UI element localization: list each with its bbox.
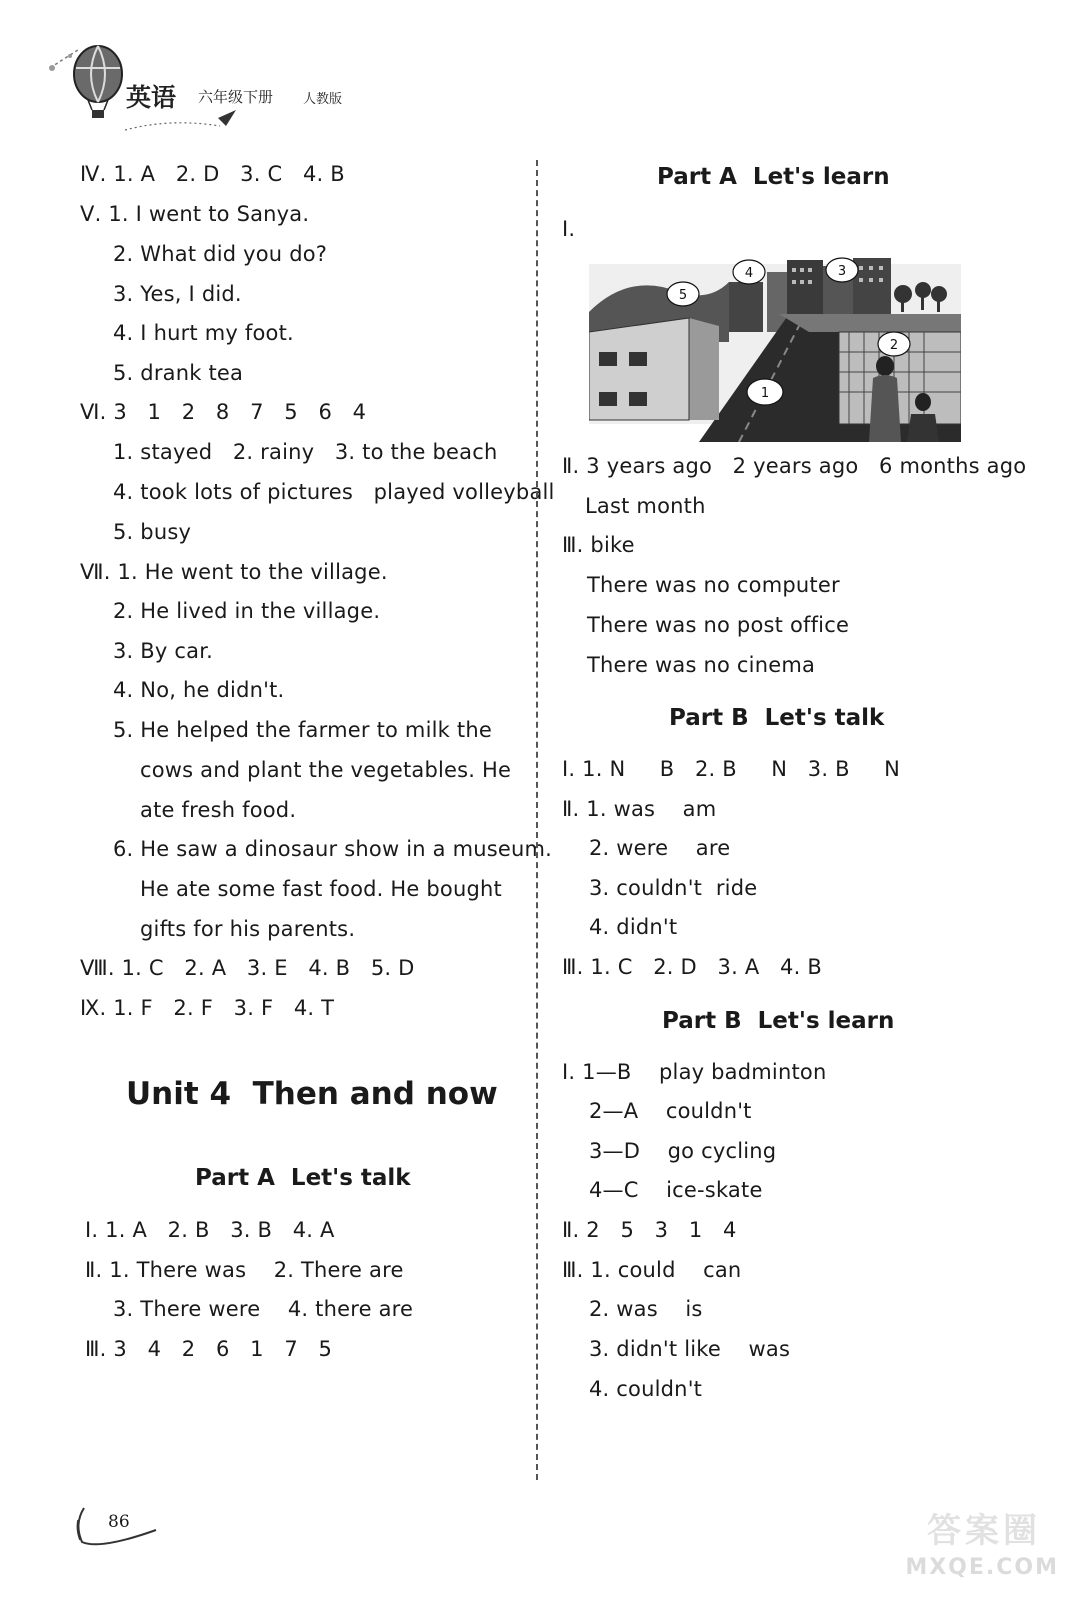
answer-line: 5. drank tea xyxy=(113,361,244,385)
answer-line: Ⅰ. xyxy=(562,217,576,241)
answer-line: Ⅵ. 3 1 2 8 7 5 6 4 xyxy=(80,400,367,424)
answer-line: 1. stayed 2. rainy 3. to the beach xyxy=(113,440,498,464)
page-number: 86 xyxy=(108,1512,130,1532)
answer-line: Last month xyxy=(585,494,706,518)
edition-label: 人教版 xyxy=(303,92,343,107)
watermark-bottom: MXQE.COM xyxy=(905,1555,1059,1580)
answer-line: gifts for his parents. xyxy=(140,917,356,941)
section-heading: Part A Let's talk xyxy=(195,1165,411,1191)
answer-line: There was no post office xyxy=(587,613,850,637)
illustration-label-4: 4 xyxy=(744,266,754,281)
answer-line: 2. was is xyxy=(589,1297,703,1321)
answer-line: 2—A couldn't xyxy=(589,1099,752,1123)
answer-line: Ⅴ. 1. I went to Sanya. xyxy=(80,202,310,226)
answer-line: Ⅰ. 1—B play badminton xyxy=(562,1060,827,1084)
unit-title: Unit 4 Then and now xyxy=(126,1076,498,1112)
answer-line: ate fresh food. xyxy=(140,798,297,822)
answer-line: Ⅰ. 1. A 2. B 3. B 4. A xyxy=(85,1218,335,1242)
answer-line: 2. were are xyxy=(589,836,731,860)
grade-label: 六年级下册 xyxy=(198,88,274,106)
answer-line: There was no computer xyxy=(587,573,840,597)
answer-line: 4. took lots of pictures played volleyball xyxy=(113,480,555,504)
answer-line: 3. didn't like was xyxy=(589,1337,791,1361)
illustration-label-2: 2 xyxy=(889,338,899,353)
answer-line: Ⅰ. 1. N B 2. B N 3. B N xyxy=(562,757,901,781)
section-heading: Part A Let's learn xyxy=(657,164,890,190)
answer-line: 3. Yes, I did. xyxy=(113,282,242,306)
answer-line: Ⅱ. 1. There was 2. There are xyxy=(85,1258,404,1282)
subject-title: 英语 xyxy=(126,83,177,112)
answer-line: 5. He helped the farmer to milk the xyxy=(113,718,492,742)
section-heading: Part B Let's learn xyxy=(662,1008,895,1034)
illustration-label-3: 3 xyxy=(837,264,847,279)
page-header xyxy=(40,38,380,138)
watermark-top: 答案圈 xyxy=(927,1511,1041,1551)
answer-line: Ⅷ. 1. C 2. A 3. E 4. B 5. D xyxy=(80,956,415,980)
answer-line: He ate some fast food. He bought xyxy=(140,877,502,901)
answer-line: 5. busy xyxy=(113,520,192,544)
answer-line: Ⅲ. 1. could can xyxy=(562,1258,742,1282)
answer-line: 4. No, he didn't. xyxy=(113,678,285,702)
answer-line: Ⅱ. 1. was am xyxy=(562,797,717,821)
section-heading: Part B Let's talk xyxy=(669,705,885,731)
answer-line: 3. couldn't ride xyxy=(589,876,758,900)
answer-line: Ⅲ. bike xyxy=(562,533,635,557)
column-divider xyxy=(536,160,538,1480)
answer-line: 3. By car. xyxy=(113,639,214,663)
town-illustration xyxy=(589,252,961,442)
illustration-label-1: 1 xyxy=(760,386,770,401)
illustration-label-5: 5 xyxy=(678,288,688,303)
answer-line: 3—D go cycling xyxy=(589,1139,777,1163)
answer-line: Ⅶ. 1. He went to the village. xyxy=(80,560,388,584)
answer-line: cows and plant the vegetables. He xyxy=(140,758,512,782)
answer-line: Ⅲ. 3 4 2 6 1 7 5 xyxy=(85,1337,333,1361)
answer-line: There was no cinema xyxy=(587,653,816,677)
answer-line: Ⅱ. 3 years ago 2 years ago 6 months ago xyxy=(562,454,1027,478)
answer-line: Ⅲ. 1. C 2. D 3. A 4. B xyxy=(562,955,822,979)
answer-line: 2. What did you do? xyxy=(113,242,328,266)
answer-line: Ⅱ. 2 5 3 1 4 xyxy=(562,1218,737,1242)
answer-line: 3. There were 4. there are xyxy=(113,1297,414,1321)
answer-line: Ⅸ. 1. F 2. F 3. F 4. T xyxy=(80,996,335,1020)
answer-line: 4. I hurt my foot. xyxy=(113,321,294,345)
answer-line: Ⅳ. 1. A 2. D 3. C 4. B xyxy=(80,162,345,186)
answer-line: 2. He lived in the village. xyxy=(113,599,381,623)
answer-line: 6. He saw a dinosaur show in a museum. xyxy=(113,837,553,861)
answer-line: 4—C ice-skate xyxy=(589,1178,763,1202)
watermark xyxy=(889,1510,1059,1580)
answer-line: 4. didn't xyxy=(589,915,678,939)
answer-line: 4. couldn't xyxy=(589,1377,703,1401)
